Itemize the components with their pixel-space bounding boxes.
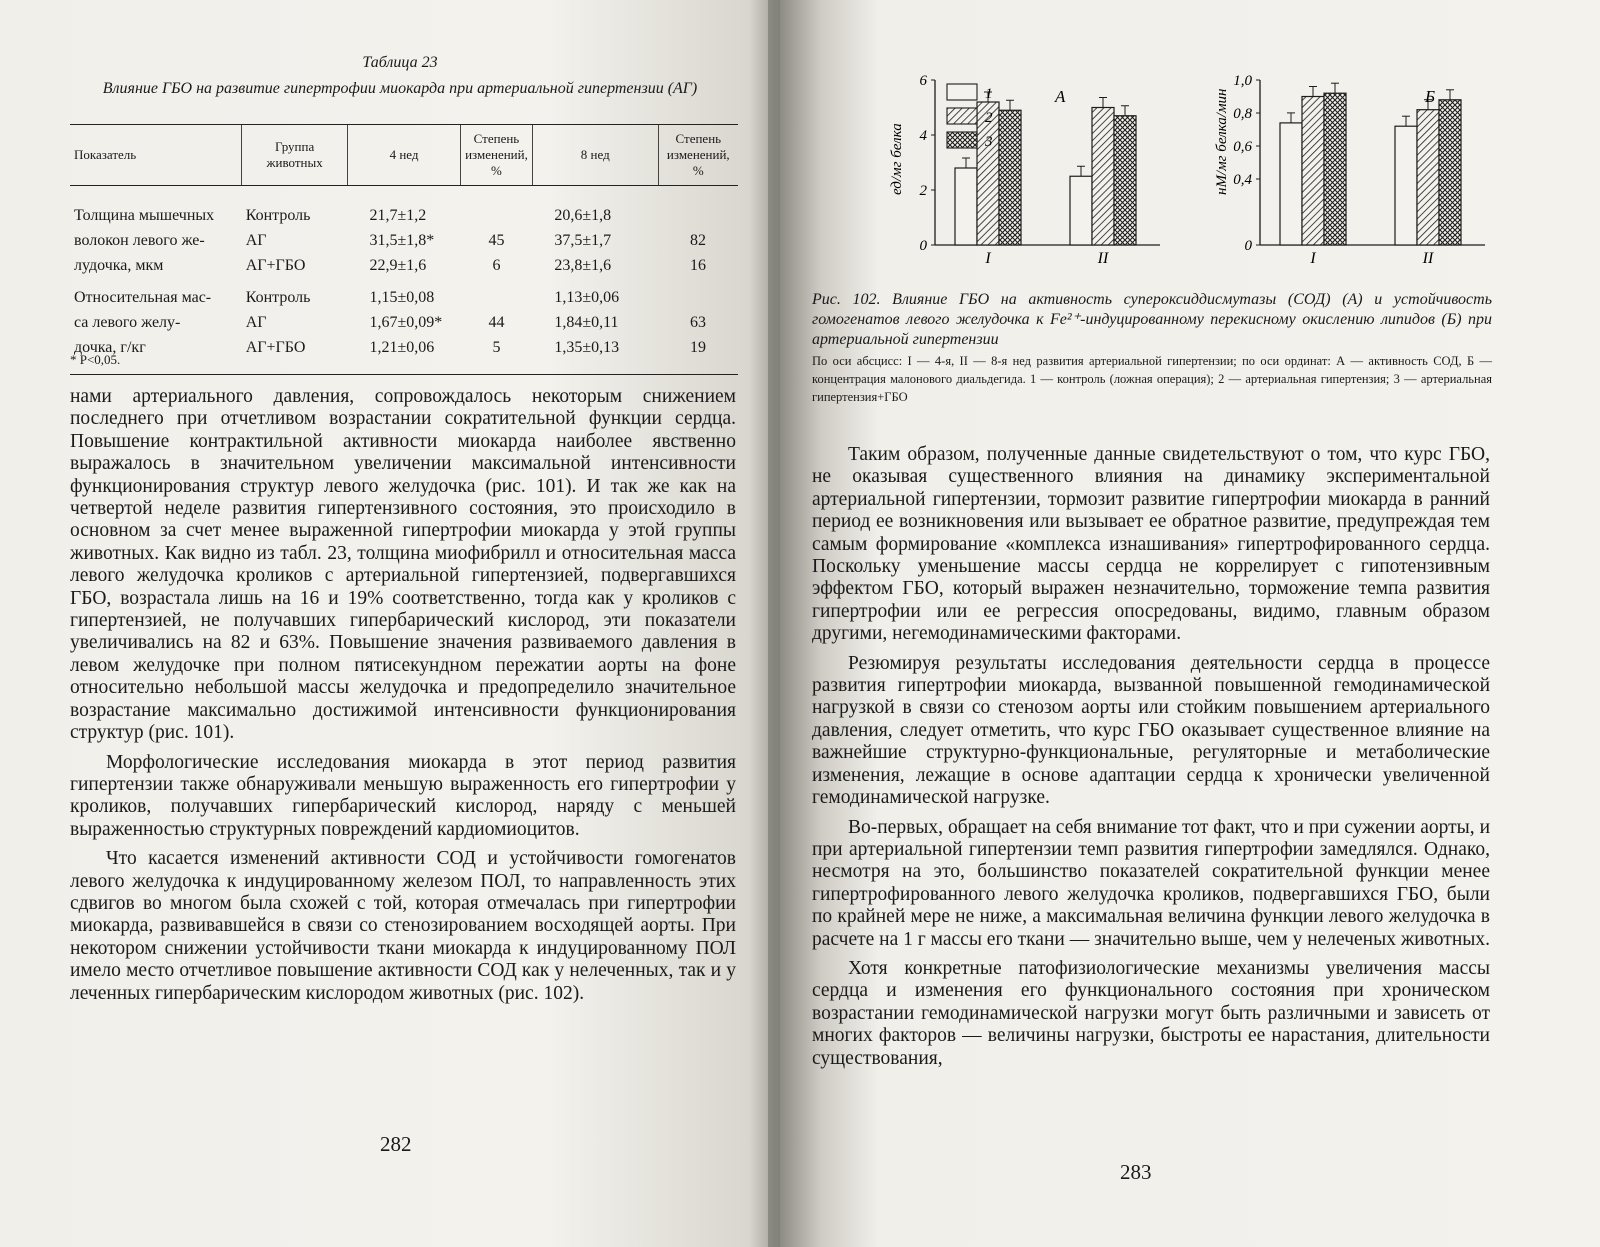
paragraph: Морфологические исследования миокарда в этот период развития гипертензии также обнаруживали меньшую выраженность его гипертрофии у кроликов, получавших гипербарический кислород, наряду с меньшей выраженностью структурных повреждений кардиомиоцитов. (70, 751, 736, 840)
table-cell: дочка, г/кг (74, 339, 146, 356)
paragraph: Во-первых, обращает на себя внимание тот факт, что и при сужении аорты, и при артериальной гипертензии темп развития гипертрофии замедлялся. Однако, несмотря на это, большинство показателей сократительной функции менее гипертрофированного левого желудочка кроликов, подвергавшихся ГБО, были по крайней мере не ниже, а максимальная величина функции левого желудочка в расчете на 1 г массы его ткани — значительно выше, чем у нелеченых животных. (812, 816, 1490, 950)
table-cell: 1,21±0,06 (369, 339, 435, 356)
table-bottom-rule (70, 374, 738, 375)
table-cell: лудочка, мкм (74, 257, 164, 274)
table-cell: 5 (492, 339, 501, 356)
table-cell: 1,35±0,13 (554, 339, 620, 356)
table-cell (658, 186, 738, 229)
paragraph: нами артериального давления, сопровождалось некоторым снижением последнего при отчетливом возрастании сократительной функции сердца. Повышение контрактильной активности миокарда наиболее явственно выражалось в значительном увеличении максимальной интенсивности функционирования структур левого желудочка (рис. 101). И так же как на четвертой неделе развития гипертензивного состояния, это происходило в основном за счет менее выраженной гипертрофии миокарда у этой группы животных. Как видно из табл. 23, толщина миофибрилл и относительная масса левого желудочка кроликов с артериальной гипертензией, подвергавшихся ГБО, возрастала лишь на 16 и 19% соответственно, тогда как у кроликов с гипертензией, не получавших гипербарический кислород, эти показатели увеличивались на 82 и 63%. Повышение значения развиваемого давления в левом желудочке при полном пятисекундном пережатии аорты на фоне относительно небольшой массы желудочка и предопределило значительное возрастание максимально достижимой интенсивности функционирования структур (рис. 101). (70, 386, 736, 744)
x-tick-label: II (1422, 250, 1434, 267)
x-tick-label: I (1310, 250, 1316, 267)
y-tick-label: 0,6 (1233, 139, 1252, 155)
paragraph: Что касается изменений активности СОД и устойчивости гомогенатов левого желудочка к индуцированному железом ПОЛ, то направленность этих сдвигов во многом была схожей с той, которая отмечалась при гипертрофии миокарда, развивавшейся в связи со стенозированием восходящей аорты. При некотором снижении устойчивости ткани миокарда к индуцированному ПОЛ имело место отчетливое повышение активности СОД как у нелеченных, так и у леченных гипербарическим кислородом животных (рис. 102). (70, 848, 736, 1004)
table-row (70, 335, 738, 360)
paragraph: Таким образом, полученные данные свидетельствуют о том, что курс ГБО, не оказывая существенного влияния на динамику экспериментальной артериальной гипертензии, тормозит развитие гипертрофии миокарда в ранний период ее возникновения или вызывает ее обратное развитие, предупреждая тем самым формирование «комплекса изнашивания» гипертрофированного сердца. Поскольку уменьшение массы сердца не коррелирует с гипотензивным эффектом ГБО, который выражен незначительно, торможение темпа развития гипертрофии или ее регрессия опосредованы, видимо, главным образом другими, негемодинамическими факторами. (812, 444, 1490, 645)
table-header: Показатель (70, 125, 242, 186)
y-tick-label: 6 (919, 73, 927, 89)
y-tick-label: 1,0 (1233, 73, 1252, 89)
y-axis-label: ед/мг белка (889, 123, 905, 195)
table-cell: 37,5±1,7 (554, 232, 612, 249)
bar (1092, 108, 1114, 246)
table-header: Степень изменений, % (658, 125, 738, 186)
figure-caption: Рис. 102. Влияние ГБО на активность супероксиддисмутазы (СОД) (А) и устойчивость гомогенатов левого желудочка к Fe²⁺-индуцированному перекисному окислению липидов (Б) при артериальной гипертензии (812, 291, 1492, 348)
figure-legend: По оси абсцисс: I — 4-я, II — 8-я нед развития артериальной гипертензии; по оси ординат: А — активность СОД, Б — концентрация малонового диальдегида. 1 — контроль (ложная операция); 2 — артериальная гипертензия; 3 — артериальная гипертензия+ГБО (812, 354, 1492, 404)
table-cell: 31,5±1,8* (369, 232, 435, 249)
table-cell: 21,7±1,2 (369, 207, 427, 224)
table-header: Группа животных (242, 125, 348, 186)
y-tick-label: 2 (919, 183, 927, 199)
table-cell: 20,6±1,8 (554, 207, 612, 224)
legend-label: 1 (985, 86, 993, 102)
table-cell: 1,13±0,06 (554, 289, 620, 306)
table-cell: АГ+ГБО (245, 257, 306, 274)
table-title: Влияние ГБО на развитие гипертрофии миокарда при артериальной гипертензии (АГ) (102, 80, 698, 97)
bar (1114, 116, 1136, 245)
y-tick-label: 0 (1244, 238, 1252, 254)
legend-swatch (947, 108, 977, 124)
table-footnote: * Р<0,05. (70, 352, 121, 367)
table-cell: Толщина мышечных (74, 207, 215, 224)
table-cell: 44 (488, 314, 505, 331)
table-header: 8 нед (532, 125, 658, 186)
legend-swatch (947, 132, 977, 148)
table-cell: 45 (488, 232, 505, 249)
left-page (0, 0, 780, 1247)
table-cell: Контроль (245, 207, 311, 224)
x-tick-label: I (985, 250, 991, 267)
bar (999, 110, 1021, 245)
table-cell: 6 (492, 257, 501, 274)
bar (1070, 176, 1092, 245)
table-cell: са левого желу- (74, 314, 181, 331)
bar (1280, 123, 1302, 245)
table-cell: 16 (690, 257, 707, 274)
bar (1417, 110, 1439, 245)
y-tick-label: 0,4 (1233, 172, 1252, 188)
page-number: 283 (1120, 1160, 1152, 1184)
table-cell: 1,67±0,09* (369, 314, 443, 331)
table-cell: 82 (690, 232, 707, 249)
paragraph: Резюмируя результаты исследования деятельности сердца в процессе развития гипертрофии миокарда, вызванной повышенной гемодинамической нагрузкой в связи со стенозом аорты или стойким повышением артериального давления, следует отметить, что курс ГБО оказывает существенное влияние на важнейшие структурно-функциональные, регуляторные и метаболические изменения, лежащие в основе адаптации сердца к хронически увеличенной гемодинамической нагрузке. (812, 652, 1490, 809)
bar (955, 168, 977, 245)
page-number: 282 (380, 1132, 412, 1156)
legend-label: 2 (985, 110, 993, 126)
table-cell: 23,8±1,6 (554, 257, 612, 274)
bar (1395, 126, 1417, 245)
table-cell: Контроль (245, 289, 311, 306)
left-body-text (70, 386, 736, 1012)
x-tick-label: II (1097, 250, 1109, 267)
table-cell (658, 278, 738, 310)
table-row (70, 186, 738, 229)
table-cell (461, 186, 533, 229)
table-cell: 22,9±1,6 (369, 257, 427, 274)
table-cell: АГ (245, 232, 267, 249)
table-cell: волокон левого же- (74, 232, 205, 249)
bar (1439, 100, 1461, 245)
table-cell: 63 (690, 314, 707, 331)
table-header: 4 нед (348, 125, 461, 186)
y-axis-label: нМ/мг белка/мин (1214, 88, 1230, 195)
table-cell: 1,15±0,08 (369, 289, 435, 306)
panel-a (889, 73, 1160, 267)
y-tick-label: 0,8 (1233, 106, 1252, 122)
table-cell: Относительная мас- (74, 289, 212, 306)
table-row (70, 278, 738, 310)
table-cell: 19 (690, 339, 707, 356)
figure-102 (840, 60, 1520, 280)
panel-label: А (1055, 87, 1066, 106)
panel-b (1214, 73, 1485, 267)
paragraph: Хотя конкретные патофизиологические механизмы увеличения массы сердца и изменения его функционального состояния при хроническом возрастании гемодинамической нагрузки могут быть различными и зависеть от многих факторов — величины нагрузки, быстроты ее нарастания, длительности существования, (812, 957, 1490, 1069)
table-cell: АГ (245, 314, 267, 331)
table-row (70, 310, 738, 335)
table-row (70, 253, 738, 278)
data-table (70, 124, 738, 360)
table-cell: АГ+ГБО (245, 339, 306, 356)
table-cell (461, 278, 533, 310)
table-header: Степень изменений, % (461, 125, 533, 186)
legend-swatch (947, 84, 977, 100)
table-cell: 1,84±0,11 (554, 314, 619, 331)
y-tick-label: 0 (919, 238, 927, 254)
legend-label: 3 (985, 134, 993, 150)
right-body-text (812, 444, 1490, 1077)
y-tick-label: 4 (919, 128, 927, 144)
panel-label: Б (1425, 87, 1436, 106)
table-number: Таблица 23 (362, 54, 438, 71)
bar (1302, 97, 1324, 246)
table-row (70, 228, 738, 253)
bar (1324, 93, 1346, 245)
